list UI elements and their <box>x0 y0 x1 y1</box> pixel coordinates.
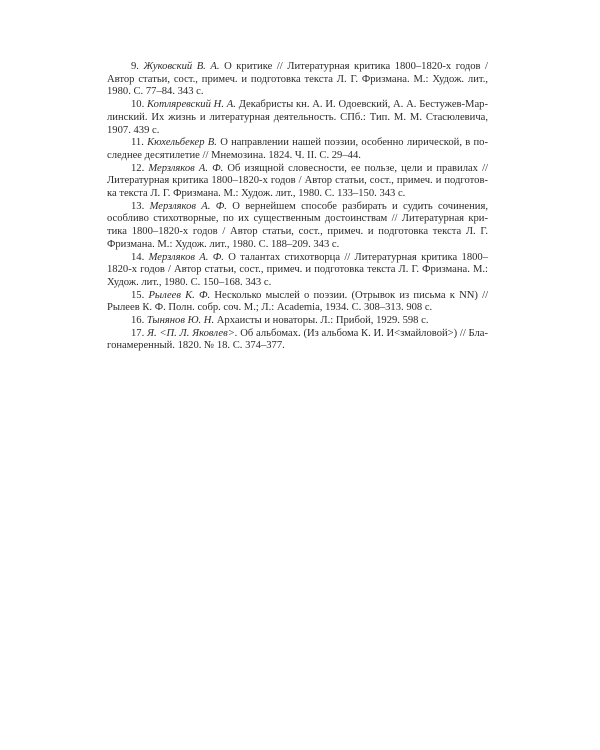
reference-author: Тынянов Ю. Н. <box>146 315 215 327</box>
reference-item-15 <box>107 290 488 315</box>
reference-number: 12. <box>131 162 145 174</box>
reference-item-14 <box>107 252 488 290</box>
reference-number: 16. <box>131 315 145 327</box>
reference-number: 11. <box>131 137 144 149</box>
reference-item-11 <box>107 137 488 162</box>
reference-item-16 <box>107 315 488 328</box>
reference-author: Мерзляков А. Ф. <box>148 162 224 174</box>
reference-author: Котляревский Н. А. <box>147 99 236 111</box>
reference-number: 15. <box>131 289 145 301</box>
reference-number: 9. <box>131 61 139 72</box>
reference-author: Мерзляков А. Ф. <box>148 251 224 263</box>
reference-text: Об альбомах. (Из альбома К. И. И<змайловой>) // Благонамеренный. 1820. № 18. С. 374–377. <box>107 327 488 352</box>
reference-text: О направлении нашей поэзии, особенно лирической, в последнее десятилетие // Мнемозина. 1824. Ч. II. С. 29–44. <box>107 137 489 161</box>
reference-text: Несколько мыслей о поэзии. (Отрывок из письма к NN) // Рылеев К. Ф. Полн. собр. соч. М.; Л.: Academia, 1934. С. 308–313. 908 с. <box>107 289 489 314</box>
reference-item-9 <box>107 61 488 99</box>
reference-author: Я. <П. Л. Яковлев>. <box>147 327 238 339</box>
reference-list <box>107 61 488 353</box>
reference-item-17 <box>107 328 488 353</box>
reference-text: Архаисты и новаторы. Л.: Прибой, 1929. 598 с. <box>216 315 429 327</box>
reference-text: Декабристы кн. А. И. Одоевский, А. А. Бестужев-Марлинский. Их жизнь и литературная деятельность. СПб.: Тип. М. М. Стасюлевича, 1907. 439 с. <box>107 99 488 136</box>
reference-item-12 <box>107 163 488 201</box>
reference-number: 13. <box>131 200 145 212</box>
reference-text: О талантах стихотворца // Литературная критика 1800–1820-х годов / Автор статьи, сост., примеч. и подготовка текста Л. Г. Фризмана. М.: Худож. лит., 1980. С. 150–168. 343 с. <box>107 251 489 288</box>
reference-number: 10. <box>131 99 145 111</box>
reference-item-13 <box>107 201 488 252</box>
reference-number: 14. <box>131 251 145 263</box>
reference-author: Жуковский В. А. <box>143 61 220 72</box>
reference-item-10 <box>107 99 488 137</box>
reference-text: Об изящной словесности, ее пользе, цели и правилах // Литературная критика 1800–1820-х годов / Автор статьи, сост., примеч. и подготовка текста Л. Г. Фризмана. М.: Худож. лит., 1980. С. 133–150. 343 с. <box>107 162 488 200</box>
reference-text: О критике // Литературная критика 1800–1820-х годов / Автор статьи, сост., примеч. и подготовка текста Л. Г. Фризмана. М.: Худож. лит., 1980. С. 77–84. 343 с. <box>107 61 489 98</box>
reference-author: Кюхельбекер В. <box>147 137 217 149</box>
reference-number: 17. <box>131 327 145 339</box>
reference-text: О вернейшем способе разбирать и судить сочинения, особливо стихотворные, по их существенным достоинствам // Литературная критика 1800–1820-х годов / Автор статьи, сост., примеч. и подготовка текста Л. Г. Фризмана. М.: Худож. лит., 1980. С. 188–209. 343 с. <box>107 200 488 250</box>
reference-author: Рылеев К. Ф. <box>148 289 211 301</box>
reference-author: Мерзляков А. Ф. <box>149 200 227 212</box>
